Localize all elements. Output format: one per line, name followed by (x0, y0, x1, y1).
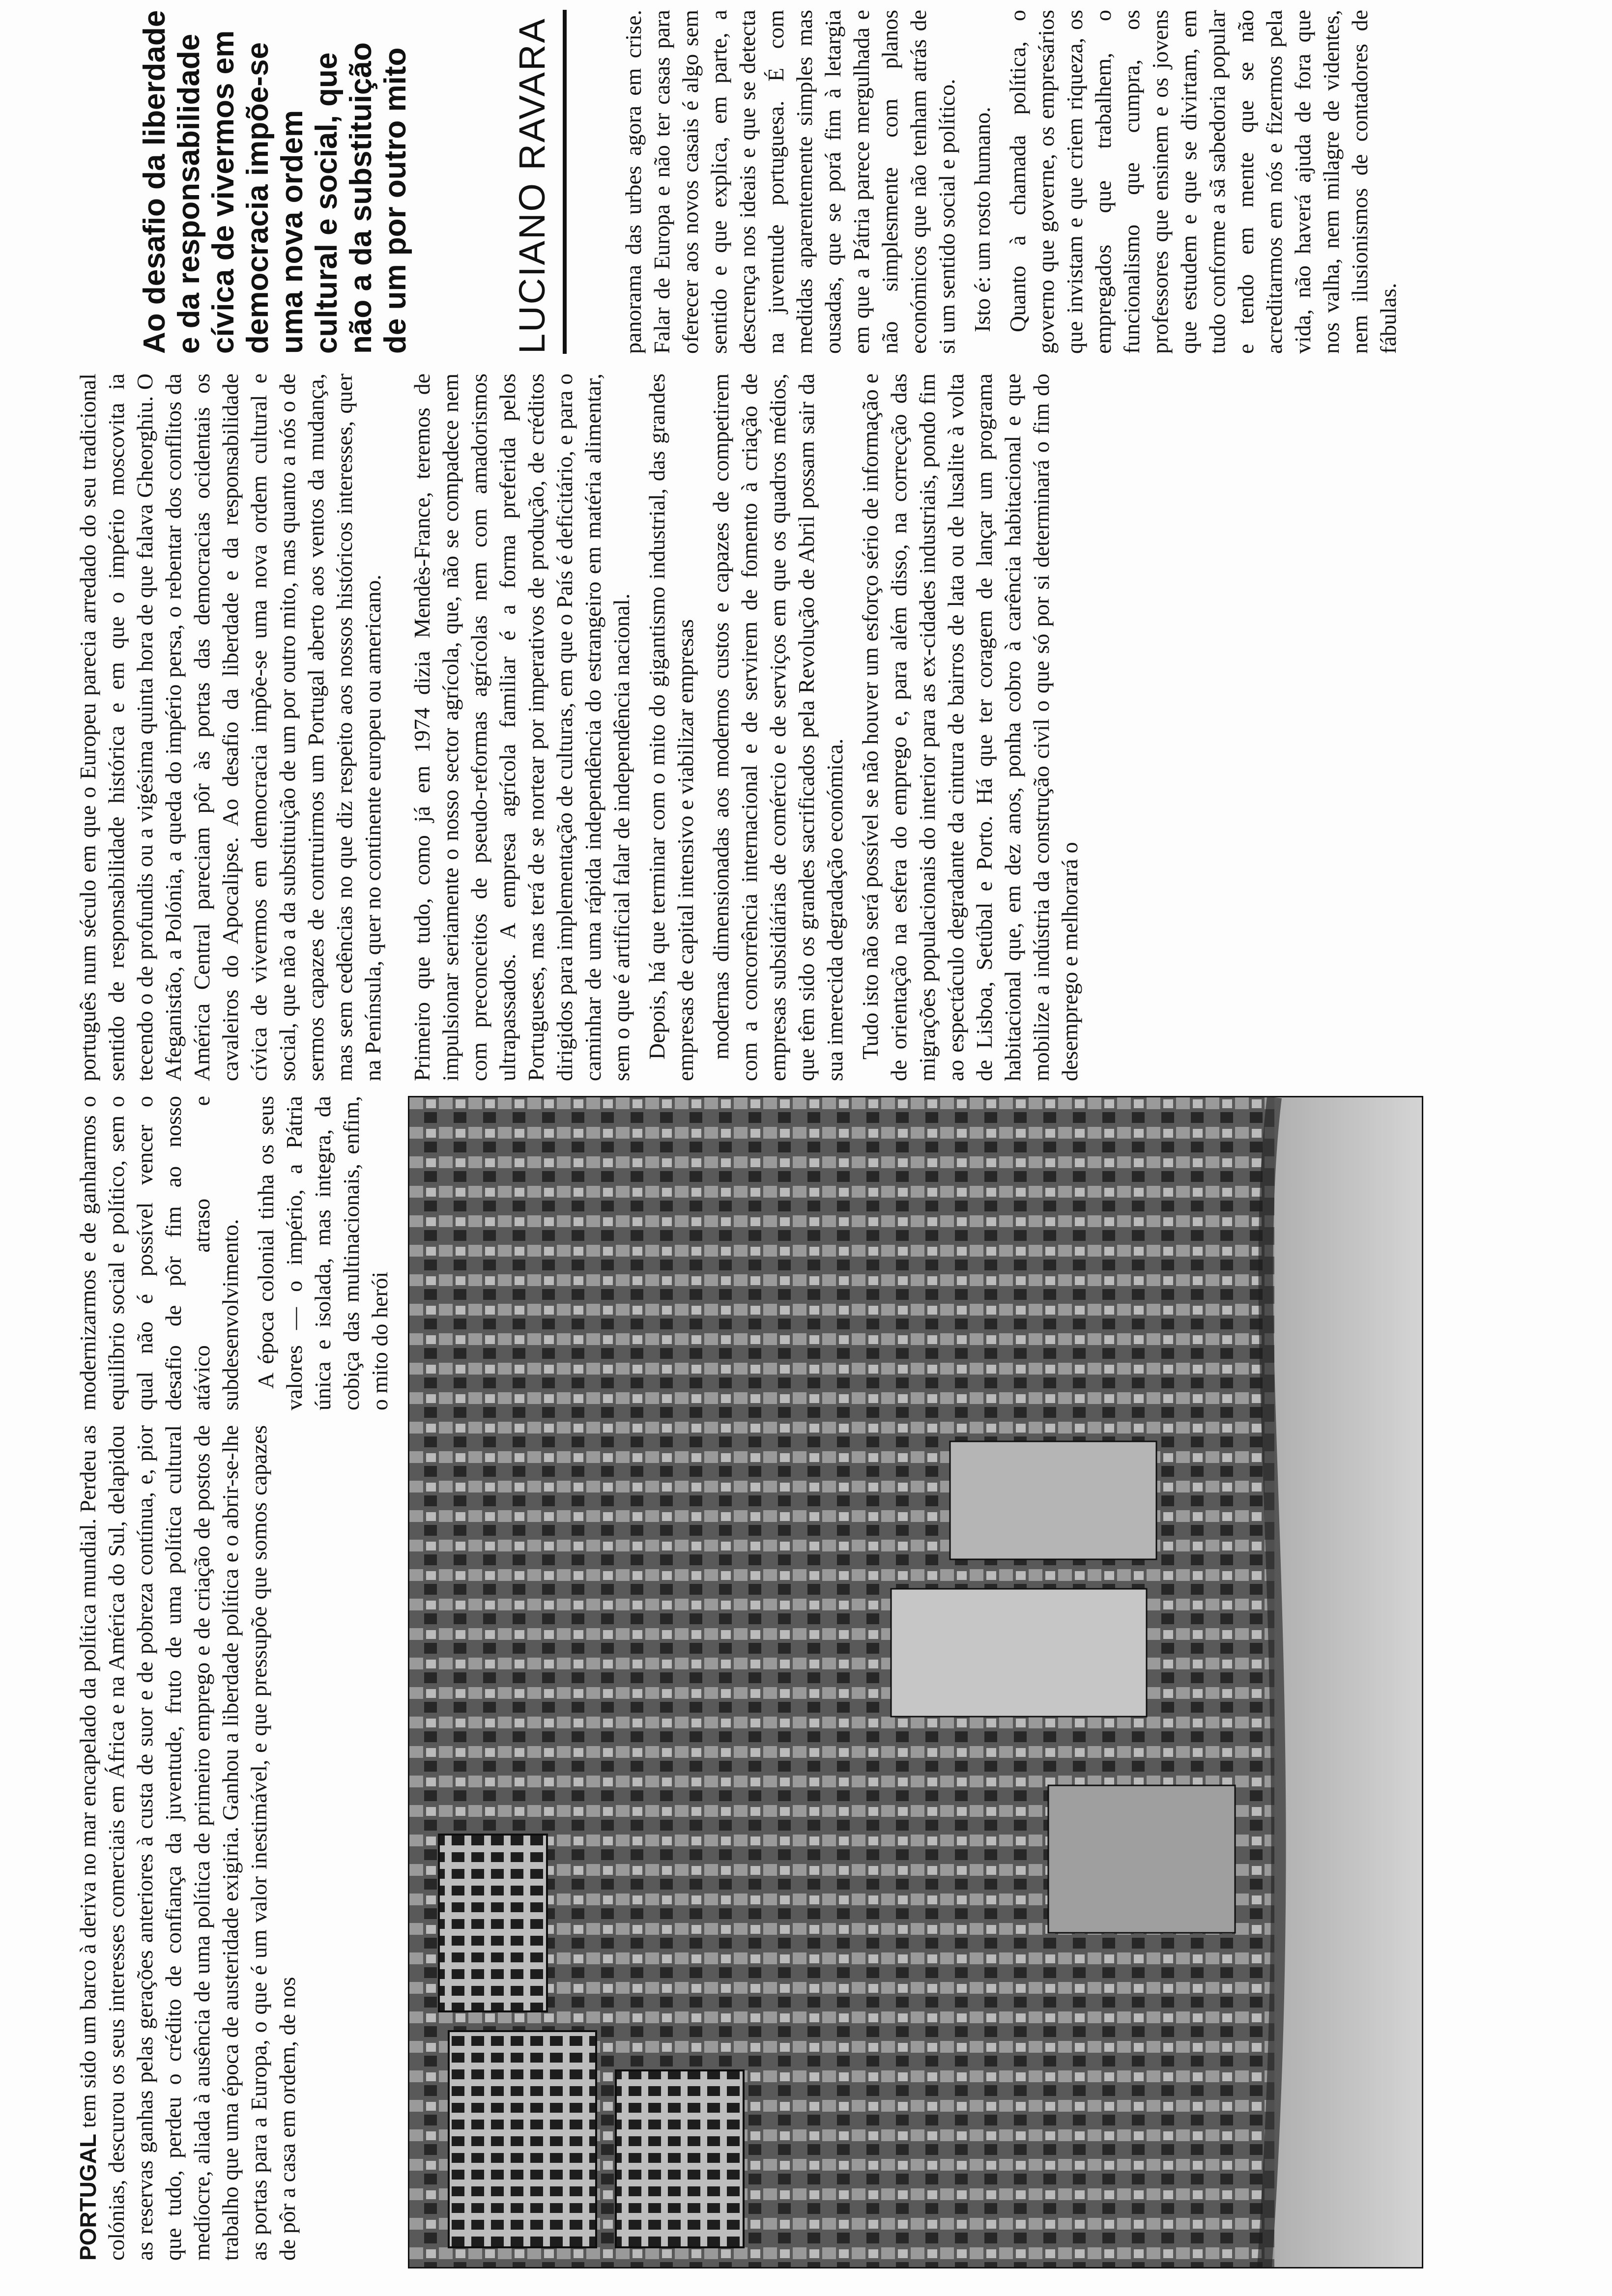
author-rule (563, 10, 567, 354)
column-1-text: tem sido um barco à deriva no mar encapelado da política mundial. Perdeu as colónias, descurou os seus interesses comerciais em África e na América do Sul, delapidou as reservas ganhas pelas gerações anteriores à custa de suor e de pobreza contínua, e, pior que tudo, perdeu o crédito de confiança da juventude, fruto de uma política cultural medíocre, aliada à ausência de uma política de primeiro emprego e de criação de postos de trabalho que uma época de austeridade exigiria. Ganhou a liberdade política e o abrir-se-lhe as portas para a Europa, o que é um valor inestimável, e que pressupõe que somos capazes de pôr a casa em ordem, de nos (75, 1425, 300, 2261)
lead-word: PORTUGAL (75, 2133, 101, 2261)
column-3-paragraph-3: Depois, há que terminar com o mito do gigantismo industrial, das grandes empresas de capital intensivo e viabilizar empresas (644, 373, 698, 1081)
column-1-paragraph (74, 1425, 302, 2261)
column-3-paragraph-1: português num século em que o Europeu parecia arredado do seu tradicional sentido de responsabilidade histórica e em que o império moscovita ia tecendo o de profundis ou a vigésima quinta hora de que falava Gheorghiu. O Afeganistão, a Polónia, a queda do império persa, o rebentar dos conflitos da América Central pareciam pôr às portas das democracias ocidentais os cavaleiros do Apocalipse. Ao desafio da liberdade e da responsabilidade cívica de vivermos em democracia impõe-se uma nova ordem cultural e social, que não a da substituição de um por outro mito, mas quanto a nós o de sermos capazes de contruirmos um Portugal aberto aos ventos da mudança, mas sem cedências no que diz respeito aos nossos históricos interesses, quer na Península, quer no continente europeu ou americano. (75, 373, 385, 1081)
article-column-3b (408, 373, 1420, 1081)
article-column-3 (74, 373, 388, 1081)
column-5-paragraph-2: Isto é: um rosto humano. (970, 107, 995, 332)
article-headline: Ao desafio da liberdade e da responsabilidade cívica de vivermos em democracia impõe-se uma nova ordem cultural e social, que não a da substituição de um por outro mito (138, 10, 412, 354)
column-2-paragraph-1: modernizarmos e de ganharmos o equilíbrio social e político, sem o qual não é possível vencer o desafio de pôr fim ao nosso atávico atraso e subdesenvolvimento. (75, 1096, 243, 1410)
column-4-paragraph-2: Tudo isto não será possível se não houver um esforço sério de informação e de orientação na esfera do emprego e, para além disso, na correcção das migrações populacionais do interior para as ex-cidades industriais, pondo fim ao espectáculo degradante da cintura de bairros de lata ou de lusalite à volta de Lisboa, Setúbal e Porto. Há que ter coragem de lançar um programa habitacional que, em dez anos, ponha cobro à carência habitacional e que mobilize a indústria da construção civil o que só por si determinará o fim do desemprego e melhorará o (858, 373, 1082, 1081)
column-2-paragraph-2: A época colonial tinha os seus valores — o império, a Pátria única e isolada, mas integra, da cobiça das multinacionais, enfim, o mito do herói (253, 1096, 392, 1410)
author-byline: LUCIANO RAVARA (512, 17, 552, 354)
article-column-5 (619, 10, 1420, 354)
column-3-paragraph-2: Primeiro que tudo, como já em 1974 dizia Mendès-France, teremos de impulsionar seriamente o nosso sector agrícola, que, não se compadece nem com preconceitos de pseudo-reformas agrícolas nem com amadorismos ultrapassados. A empresa agrícola familiar é a forma preferida pelos Portugueses, mas terá de se nortear por imperativos de produção, de créditos dirigidos para implementação de culturas, em que o País é deficitário, e para o caminhar de uma rápida independência do estrangeiro em matéria alimentar, sem o que é artificial falar de independência nacional. (409, 373, 634, 1081)
column-5-paragraph-1: panorama das urbes agora em crise. Falar de Europa e não ter casas para oferecer aos novos casais é algo sem sentido e que explica, em parte, a descrença nos ideais e que se detecta na juventude portuguesa. É com medidas aparentemente simples mas ousadas, que se porá fim à letargia em que a Pátria parece mergulhada e não simplesmente com planos económicos que não tenham atrás de si um sentido social e político. (621, 10, 959, 354)
column-5-paragraph-3: Quanto à chamada política, o governo que governe, os empresários que invistam e que criem riqueza, os empregados que trabalhem, o funcionalismo que cumpra, os professores que ensinem e os jovens que estudem e que se divirtam, em tudo conforme a sã sabedoria popular e tendo em mente que se não acreditarmos em nós e fizermos pela vida, não haverá ajuda de fora que nos valha, nem milagre de videntes, nem ilusionismos de contadores de fábulas. (1005, 10, 1401, 354)
column-4-paragraph-1: modernas dimensionadas aos modernos custos e capazes de competirem com a concorrência internacional e de servirem de fomento à criação de empresas subsidiárias de comércio e de serviços em que os quadros médios, que têm sido os grandes sacrificados pela Revolução de Abril possam sair da sua imerecida degradação económica. (708, 373, 847, 1081)
cityscape-photo-graphic (409, 1097, 1422, 2267)
article-column-2 (74, 1096, 392, 1410)
cityscape-photo (408, 1096, 1423, 2268)
article-column-1 (74, 1425, 388, 2261)
